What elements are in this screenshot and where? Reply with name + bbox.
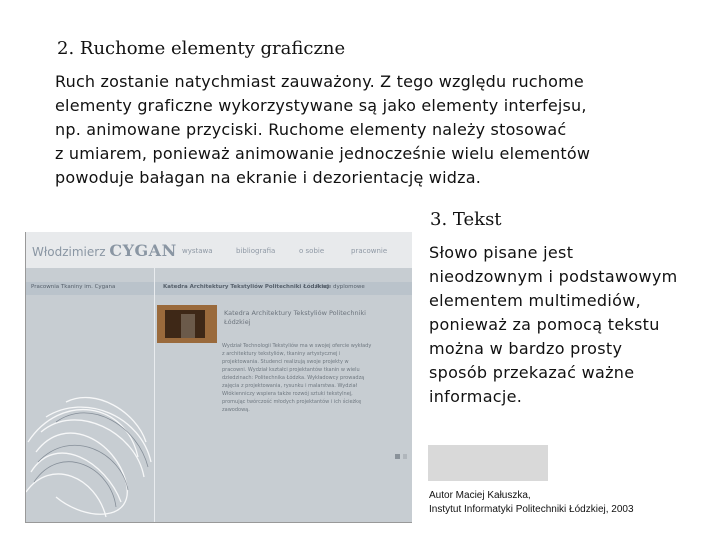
paragraph-line: można w bardzo prosty — [429, 339, 623, 358]
section-3-paragraph — [429, 241, 704, 409]
site-nav-item: wystawa — [182, 247, 213, 255]
section-3-heading: 3. Tekst — [430, 209, 502, 230]
paragraph-line: z umiarem, ponieważ animowanie jednocześnie wielu elementów — [55, 144, 591, 163]
site-article-title: Katedra Architektury Tekstyliów Politechniki Łódzkiej — [224, 309, 366, 326]
site-logo — [32, 241, 177, 260]
site-nav-item: pracownie — [351, 247, 388, 255]
paragraph-line: sposób przekazać ważne — [429, 363, 635, 382]
site-article-body: Wydział Technologii Tekstyliów ma w swojej ofercie wykłady z architektury tekstyliów, tkaniny artystycznej i projektowania. Studenci realizują swoje projekty w pracowni. Wydział kształci projektantów tkanin w wielu dziedzinach: Politechnika Łódzka. Wykładowcy prowadzą zajęcia z projektowania, rysunku i malarstwa. Wydział Włókienniczy wspiera także rozwój sztuki tekstylnej, promując twórczość młodych projektantów i ich ścieżkę zawodową. — [222, 343, 372, 413]
site-subnav-item: Katedra Architektury Tekstyliów Politechniki Łódzkiej — [163, 284, 329, 290]
paragraph-line: np. animowane przyciski. Ruchome elementy należy stosować — [55, 120, 567, 139]
paragraph-line: elementem multimediów, — [429, 291, 641, 310]
square-icon — [403, 454, 407, 459]
logo-first-name: Włodzimierz — [32, 245, 106, 259]
credits-institute: Instytut Informatyki Politechniki Łódzkiej, 2003 — [429, 504, 634, 515]
decorative-swirl-graphic — [26, 292, 156, 522]
paragraph-line: Słowo pisane jest — [429, 243, 574, 262]
site-subnav-item: Prace dyplomowe — [316, 284, 365, 290]
paragraph-line: powoduje bałagan na ekranie i dezorientację widza. — [55, 168, 481, 187]
site-subnav-item: Pracownia Tkaniny im. Cygana — [31, 284, 116, 290]
site-nav-item: o sobie — [299, 247, 325, 255]
logo-last-name: CYGAN — [109, 241, 177, 260]
author-credits — [429, 489, 634, 517]
paragraph-line: Ruch zostanie natychmiast zauważony. Z tego względu ruchome — [55, 72, 584, 91]
credits-author: Autor Maciej Kałuszka, — [429, 490, 531, 501]
placeholder-box — [428, 445, 548, 481]
site-nav-item: bibliografia — [236, 247, 276, 255]
paragraph-line: ponieważ za pomocą tekstu — [429, 315, 660, 334]
section-2-paragraph — [55, 70, 675, 190]
section-2-heading: 2. Ruchome elementy graficzne — [57, 38, 346, 59]
square-icon — [395, 454, 400, 459]
paragraph-line: informacje. — [429, 387, 523, 406]
website-screenshot — [25, 232, 412, 523]
paragraph-line: elementy graficzne wykorzystywane są jako elementy interfejsu, — [55, 96, 587, 115]
paragraph-line: nieodzownym i podstawowym — [429, 267, 678, 286]
site-photo — [157, 305, 217, 343]
